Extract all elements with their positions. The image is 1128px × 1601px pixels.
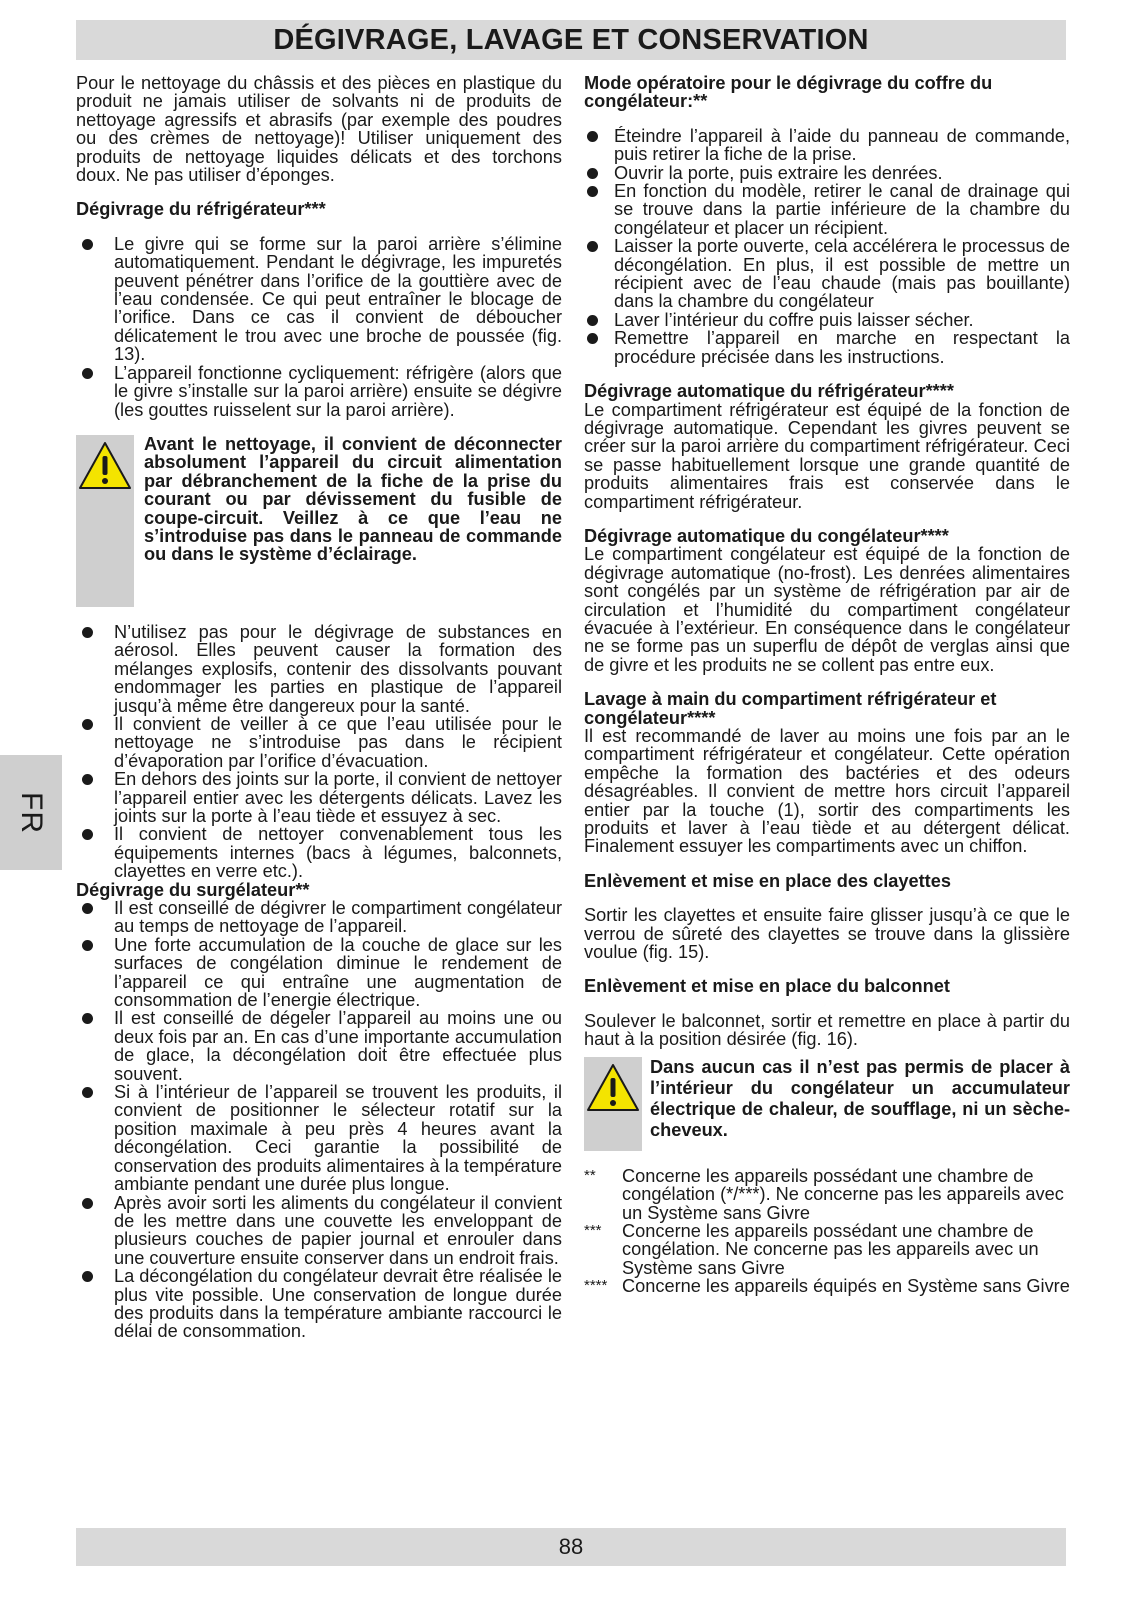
bullet-dot-icon (587, 186, 598, 197)
list-item: Après avoir sorti les aliments du congélateur il convient de les mettre dans une couvette les enveloppant de plusieurs couches de papier journal et enrouler dans une couverture ensuite conserver dans un endroit frais. (76, 1194, 562, 1268)
bullet-dot-icon (82, 903, 93, 914)
auto-fridge-defrost-text: Le compartiment réfrigérateur est équipé de la fonction de dégivrage automatique. Cependant les givres peuvent se créer sur la paroi arrière du compartiment réfrigérateur. Ceci se passe habituellement lorsque une grande quantité de produits alimentaires frais est conservée dans le compartiment réfrigérateur. (584, 399, 1070, 512)
door-shelf-text: Soulever le balconnet, sortir et remettre en place à partir du haut à la position désirée (fig. 16). (584, 1010, 1070, 1050)
bullet-dot-icon (82, 1013, 93, 1024)
list-item: Il convient de veiller à ce que l’eau utilisée pour le nettoyage ne s’introduise pas dans le récipient d’évaporation par l’orifice d’évacuation. (76, 715, 562, 770)
bullet-dot-icon (587, 333, 598, 344)
intro-paragraph: Pour le nettoyage du châssis et des pièces en plastique du produit ne jamais utiliser de solvants ni de produits de nettoyage agressifs et abrasifs (par exemple des poudres ou des crèmes de nettoyage)! Utiliser uniquement des produits de nettoyage liquides délicats et des torchons doux. Ne pas utiliser d’éponges. (76, 73, 562, 186)
bullet-dot-icon (587, 241, 598, 252)
auto-fridge-defrost-heading: Dégivrage automatique du réfrigérateur**** (584, 381, 954, 402)
warning-box (76, 435, 134, 607)
language-tab (0, 755, 62, 870)
language-tab-label: FR (15, 791, 48, 834)
bullet-dot-icon (82, 1271, 93, 1282)
list-item: Le givre qui se forme sur la paroi arrière s’élimine automatiquement. Pendant le dégivrage, les impuretés peuvent pénétrer dans l’orifice de la gouttière avec de l’eau condensée. Ce qui peut entraîner le blocage de l’orifice. Dans ce cas il convient de déboucher délicatement le trou avec une broche de poussée (fig. 13). (76, 235, 562, 364)
list-item: En dehors des joints sur la porte, il convient de nettoyer l’appareil entier avec les détergents délicats. Lavez les joints sur la porte à l’eau tiède et essuyez à sec. (76, 770, 562, 825)
footnote-mark: ** (584, 1166, 596, 1184)
bullet-dot-icon (587, 315, 598, 326)
bullet-dot-icon (82, 368, 93, 379)
list-item: Une forte accumulation de la couche de glace sur les surfaces de congélation diminue le rendement de l’appareil ce qui entraîne une augmentation de consommation de l’energie électrique. (76, 936, 562, 1010)
bullet-dot-icon (82, 1198, 93, 1209)
bullet-dot-icon (82, 719, 93, 730)
list-item: Remettre l’appareil en marche en respectant la procédure précisée dans les instructions. (584, 329, 1070, 366)
footnote-item: *** Concerne les appareils possédant une chambre de congélation. Ne concerne pas les appareils avec un Système sans Givre (584, 1220, 1039, 1278)
list-item: La décongélation du congélateur devrait être réalisée le plus vite possible. Une conservation de longue durée des produits dans la température ambiante raccourci le délai de consommation. (76, 1267, 562, 1341)
list-item: Éteindre l’appareil à l’aide du panneau de commande, puis retirer la fiche de la prise. (584, 127, 1070, 164)
footnote-item: ** Concerne les appareils possédant une chambre de congélation (*/***). Ne concerne pas les appareils avec un Système sans Givre (584, 1165, 1064, 1223)
footer-bar (76, 1528, 1066, 1566)
auto-freezer-defrost-text: Le compartiment congélateur est équipé de la fonction de dégivrage automatique (no-frost). Les denrées alimentaires sont congélés par un système de réfrigération par air de circulation et l’humidité du compartiment congélateur évacuée à l’extérieur. En conséquence dans le congélateur ne se forme pas un superflu de dépôt de verglas ainsi que de givre et les produits ne se collent pas entre eux. (584, 544, 1070, 675)
shelves-heading: Enlèvement et mise en place des clayettes (584, 870, 951, 891)
auto-freezer-defrost-heading: Dégivrage automatique du congélateur**** (584, 525, 949, 546)
list-item: Laver l’intérieur du coffre puis laisser sécher. (584, 311, 1070, 329)
bullet-dot-icon (82, 774, 93, 785)
list-item: Laisser la porte ouverte, cela accélérera le processus de décongélation. En plus, il est possible de mettre un récipient avec de l’eau chaude (mais pas bouillante) dans la chambre du congélateur (584, 237, 1070, 311)
warning-triangle-icon (78, 441, 132, 491)
list-item: Il est conseillé de dégeler l’appareil au moins une ou deux fois par an. En cas d’une importante accumulation de glace, la décongélation doit être effectuée plus souvent. (76, 1009, 562, 1083)
freezer-defrost-list (76, 899, 562, 1341)
freezer-chest-defrost-heading: Mode opératoire pour le dégivrage du coffre du congélateur:** (584, 73, 993, 112)
right-column (584, 74, 1070, 1296)
header-bar (76, 20, 1066, 60)
general-cleaning-list (76, 623, 562, 881)
door-shelf-heading: Enlèvement et mise en place du balconnet (584, 976, 950, 997)
fridge-defrost-heading: Dégivrage du réfrigérateur*** (76, 199, 326, 220)
list-item: En fonction du modèle, retirer le canal de drainage qui se trouve dans la partie inférieure de la chambre du congélateur et placer un récipient. (584, 182, 1070, 237)
list-item: Si à l’intérieur de l’appareil se trouvent les produits, il convient de positionner le sélecteur rotatif sur la position maximale à peu près 4 heures avant la décongélation. Ceci garantie la possibilité de conservation des produits alimentaires à la température ambiante pendant une durée plus longue. (76, 1083, 562, 1193)
footnote-item: **** Concerne les appareils équipés en Système sans Givre (584, 1276, 1070, 1297)
hand-wash-text: Il est recommandé de laver au moins une fois par an le compartiment réfrigérateur et congélateur. Cette opération empêche la formation des bactéries et des odeurs désagréables. Il convient de mettre hors circuit l’appareil entier par la touche (1), sortir des compartiments les produits et laver à l’eau tiède et au détergent délicat. Finalement essuyer les compartiments avec un chiffon. (584, 726, 1070, 857)
freezer-defrost-heading: Dégivrage du surgélateur** (76, 879, 310, 900)
bullet-dot-icon (587, 131, 598, 142)
warning-text: Avant le nettoyage, il convient de déconnecter absolument l’appareil du circuit alimentation par débranchement de la fiche de la prise du courant ou par dévissement du fusible de coupe-circuit. Veillez à ce que l’eau ne s’introduise pas dans le panneau de commande ou dans le système d’éclairage. (144, 433, 562, 565)
warning-text: Dans aucun cas il n’est pas permis de placer à l’intérieur du congélateur un accumulateur électrique de chaleur, de soufflage, ni un sèche-cheveux. (650, 1056, 1070, 1140)
warning-triangle-icon (586, 1063, 640, 1113)
freezer-chest-defrost-list (584, 127, 1070, 366)
warning-box (584, 1057, 642, 1151)
list-item: Il convient de nettoyer convenablement tous les équipements internes (bacs à légumes, balconnets, clayettes en verre etc.). (76, 825, 562, 880)
heater-warning (584, 1057, 1070, 1151)
bullet-dot-icon (82, 627, 93, 638)
shelves-text: Sortir les clayettes et ensuite faire glisser jusqu’à ce que le verrou de sûreté des clayettes se trouve dans la glissière voulue (fig. 15). (584, 905, 1070, 963)
bullet-dot-icon (82, 239, 93, 250)
bullet-dot-icon (82, 829, 93, 840)
list-item: Ouvrir la porte, puis extraire les denrées. (584, 164, 1070, 182)
list-item: Il est conseillé de dégivrer le compartiment congélateur au temps de nettoyage de l’appareil. (76, 899, 562, 936)
list-item: N’utilisez pas pour le dégivrage de substances en aérosol. Elles peuvent causer la formation des mélanges explosifs, contenir des dissolvants pouvant endommager les parties en plastique de l’appareil jusqu’à même être dangereux pour la santé. (76, 623, 562, 715)
footnote-mark: *** (584, 1221, 602, 1239)
bullet-dot-icon (82, 1087, 93, 1098)
left-column (76, 74, 562, 1341)
fridge-defrost-list (76, 235, 562, 419)
footnotes (584, 1167, 1070, 1296)
bullet-dot-icon (82, 940, 93, 951)
footnote-mark: **** (584, 1277, 608, 1295)
page-title: DÉGIVRAGE, LAVAGE ET CONSERVATION (273, 23, 869, 56)
bullet-dot-icon (587, 168, 598, 179)
unplug-warning (76, 435, 562, 607)
list-item: L’appareil fonctionne cycliquement: réfrigère (alors que le givre s’installe sur la paroi arrière) ensuite se dégivre (les gouttes ruisselent sur la paroi arrière). (76, 364, 562, 419)
page-number: 88 (558, 1534, 584, 1559)
hand-wash-heading: Lavage à main du compartiment réfrigérateur et congélateur**** (584, 689, 997, 728)
